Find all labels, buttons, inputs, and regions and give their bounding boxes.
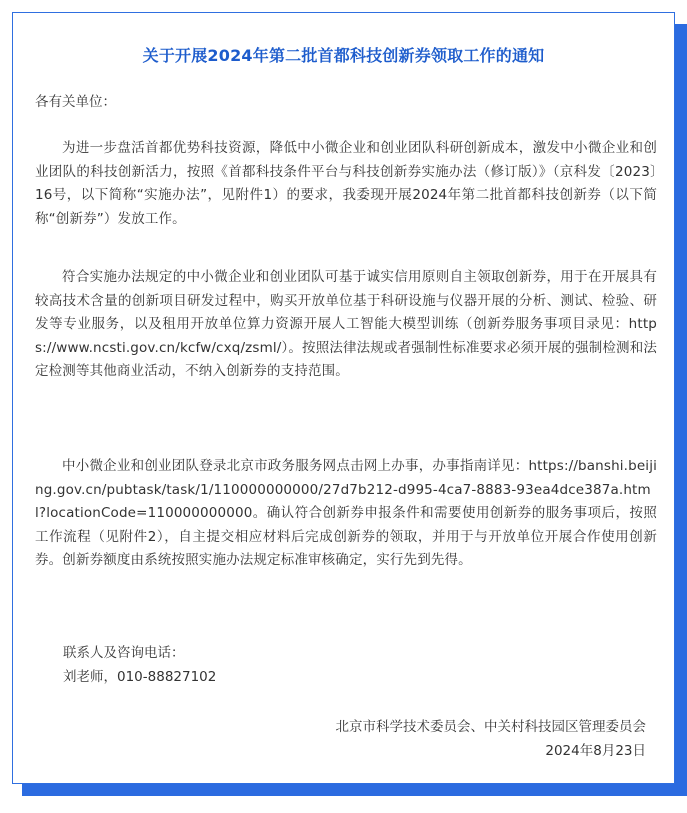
notice-card [12,12,675,784]
signature-block [336,715,647,763]
salutation: 各有关单位： [35,94,116,110]
paragraph-3: 中小微企业和创业团队登录北京市政务服务网点击网上办事，办事指南详见：https://banshi.beijing.gov.cn/pubtask/task/1/110000000000/27d7b212-d995-4ca7-8883-93ea4dce387a.html?locationCode=110000000000。确认符合创新券申报条件和需要使用创新券的服务事项后，按照工作流程（见附件2），自主提交相应材料后完成创新券的领取，并用于与开放单位开展合作使用创新券。创新券额度由系统按照实施办法规定标准审核确定，实行先到先得。 [35,458,657,568]
contact-block [63,641,216,689]
signature-date: 2024年8月23日 [545,743,646,759]
paragraph-1: 为进一步盘活首都优势科技资源，降低中小微企业和创业团队科研创新成本，激发中小微企业和创业团队的科技创新活力，按照《首都科技条件平台与科技创新券实施办法（修订版）》（京科发〔2023〕16号，以下简称“实施办法”，见附件1）的要求，我委现开展2024年第二批首都科技创新券（以下简称“创新券”）发放工作。 [35,140,657,227]
notice-title: 关于开展2024年第二批首都科技创新券领取工作的通知 [142,46,545,65]
paragraph-2: 符合实施办法规定的中小微企业和创业团队可基于诚实信用原则自主领取创新券，用于在开展具有较高技术含量的创新项目研发过程中，购买开放单位基于科研设施与仪器开展的分析、测试、检验、研发等专业服务，以及租用开放单位算力资源开展人工智能大模型训练（创新券服务事项目录见：https://www.ncsti.gov.cn/kcfw/cxq/zsml/）。按照法律法规或者强制性标准要求必须开展的强制检测和法定检测等其他商业活动，不纳入创新券的支持范围。 [35,269,657,379]
signature-org: 北京市科学技术委员会、中关村科技园区管理委员会 [335,719,646,735]
contact-label: 联系人及咨询电话： [63,645,185,661]
contact-value: 刘老师，010-88827102 [63,669,217,685]
